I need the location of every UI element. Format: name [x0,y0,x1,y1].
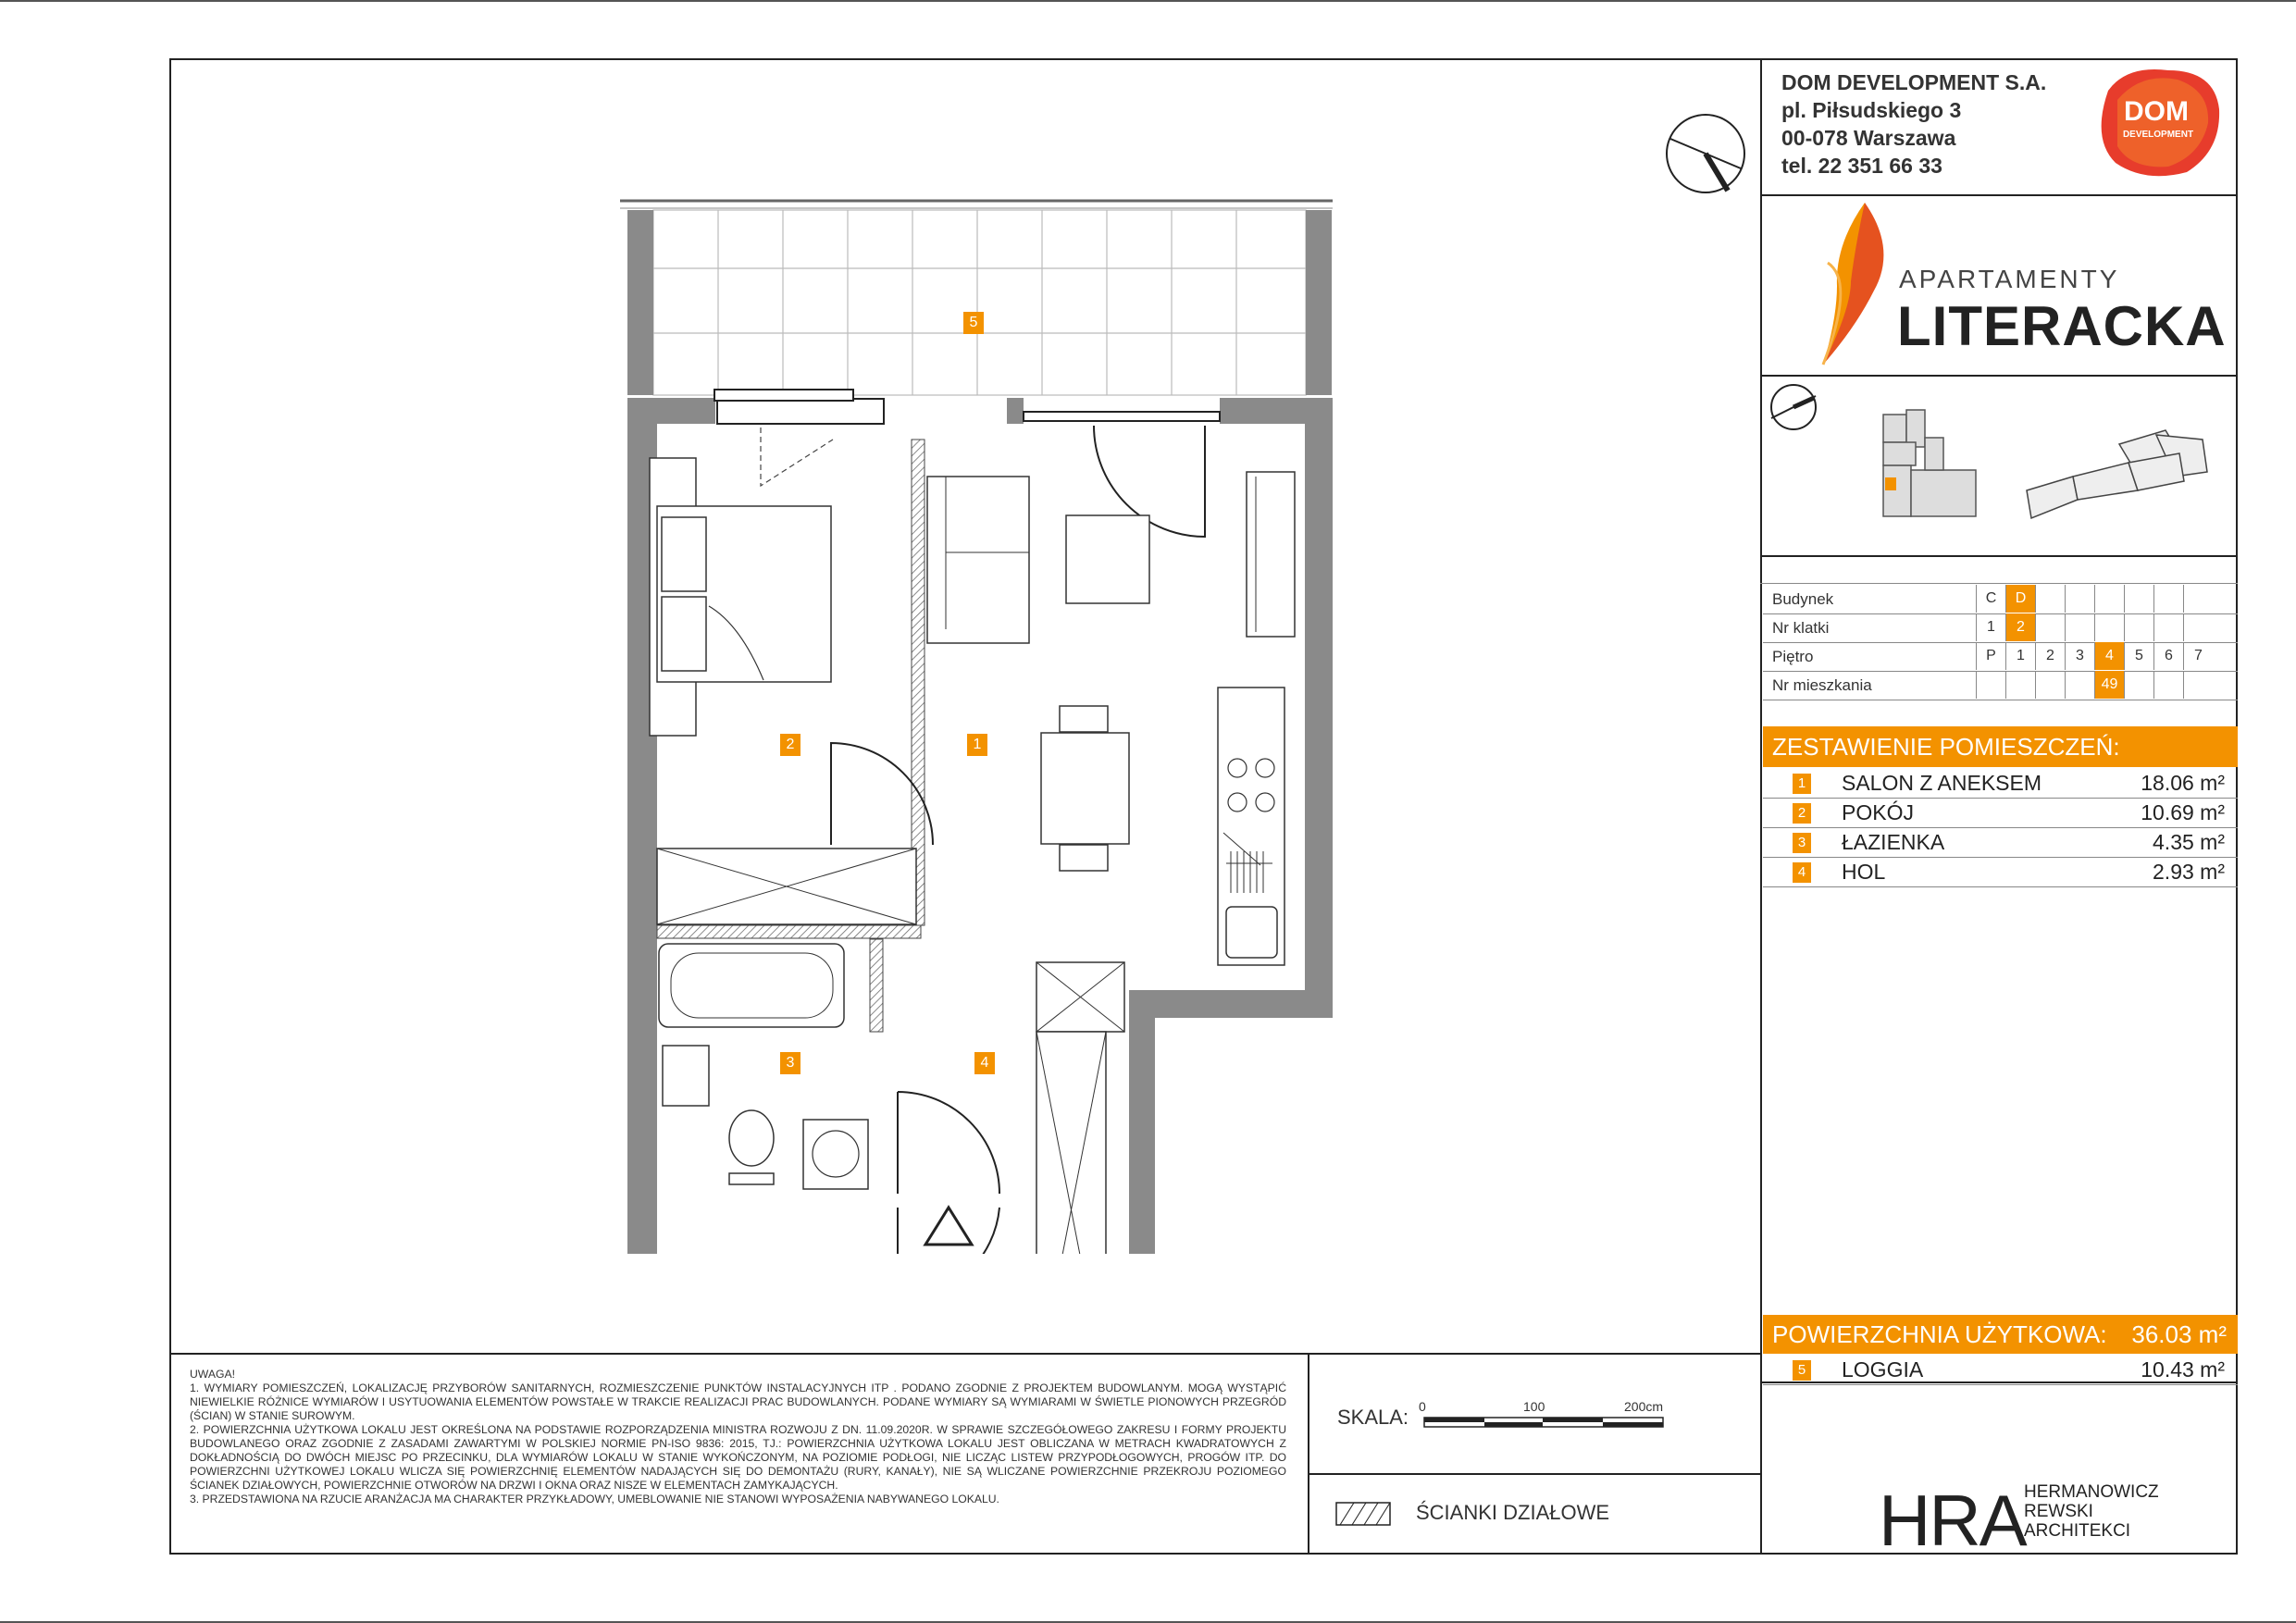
divider [1760,583,2238,584]
north-arrow-icon [1661,109,1750,198]
room-tag-5: 5 [963,312,984,334]
company-info [1781,68,2046,180]
info-grid-cell: 2 [2005,613,2035,641]
info-grid-cell: 49 [2094,671,2124,699]
info-grid-cell [2035,671,2065,699]
architect-line3: ARCHITEKCI [2024,1521,2131,1541]
room-row [1763,769,2238,799]
room-tag-3: 3 [780,1052,800,1074]
info-grid-cell [2183,671,2213,699]
company-phone: tel. 22 351 66 33 [1781,154,1942,178]
key-plan-north-arrow-icon [1768,381,1819,433]
note-item: 2. POWIERZCHNIA UŻYTKOWA LOKALU JEST OKREŚLONA NA PODSTAWIE ROZPORZĄDZENIA MINISTRA ROZWOJU Z DN. 11.09.2020R. W SPRAWIE SZCZEGÓŁOWEGO ZAKRESU I FORMY PROJEKTU BUDOWLANEGO ORAZ ZGODNIE Z ZASADAMI ZAWARTYMI W POLSKIEJ NORMIE PN-ISO 9836: 2015, TJ.: POWIERZCHNIA UŻYTKOWA LOKALU JEST OBLICZANA W METRACH KWADRATOWYCH Z DOKŁADNOŚCIĄ DO DWÓCH MIEJSC PO PRZECINKU, DLA WYMIARÓW LOKALU W STANIE WYKOŃCZONYM, NA POZIOMIE PODŁOGI, NIE LICZĄC LISTEW PRZYPODŁOGOWYCH, PROGÓW ITP. DO POWIERZCHNI UŻYTKOWEJ LOKALU WLICZA SIĘ POWIERZCHNIĘ ELEMENTÓW NADAJĄCYCH SIĘ DO DEMONTAŻU (RURY, KANAŁY), NIE SĄ WLICZANE POWIERZCHNIE PRZEKROJU POZIOMEGO ŚCIANEK DZIAŁOWYCH, POWIERZCHNIE OTWORÓW NA DRZWI I OKNA ORAZ NISZE W ELEMENTACH ZAMYKAJĄCYCH. [190,1423,1286,1492]
room-tag-2: 2 [780,734,800,756]
info-grid-cell: 2 [2035,642,2065,670]
info-grid-cell [2005,671,2035,699]
info-grid-cell [2065,671,2094,699]
room-area: 4.35 m² [2153,830,2225,854]
divider [1308,1473,1762,1475]
info-grid-label: Nr mieszkania [1772,676,1872,694]
room-row [1763,799,2238,828]
key-plan-building-icon [2017,426,2221,527]
info-grid-cell: 7 [2183,642,2213,670]
info-grid-cell [2065,585,2094,613]
rooms-header: ZESTAWIENIE POMIESZCZEŃ: [1763,726,2238,767]
info-grid-cell: P [1976,642,2005,670]
info-grid-cell: 6 [2153,642,2183,670]
scale-label: SKALA: [1337,1406,1409,1429]
room-tag-1: 1 [967,734,987,756]
info-grid-cell [2153,671,2183,699]
right-panel-divider [1760,58,1762,1555]
info-grid-cell: 5 [2124,642,2153,670]
info-grid-label: Budynek [1772,590,1834,608]
room-name: HOL [1842,860,1886,884]
loggia-number: 5 [1793,1360,1811,1381]
company-city: 00-078 Warszawa [1781,126,1956,150]
info-grid-cell [2183,585,2213,613]
note-item: 1. WYMIARY POMIESZCZEŃ, LOKALIZACJĘ PRZYBORÓW SANITARNYCH, ROZMIESZCZENIE PUNKTÓW INSTALACYJNYCH ITP . PODANO ZGODNIE Z PROJEKTEM BUDOWLANYM. MOGĄ WYSTĄPIĆ NIEWIELKIE RÓŻNICE WYMIARÓW I USYTUOWANIA ELEMENTÓW POWSTAŁE W TRAKCIE REALIZACJI PRAC BUDOWLANYCH. PODANE WYMIARY SĄ WYMIARAMI W ŚWIETLE PIONOWYCH PRZEGRÓD (ŚCIAN) W STANIE SUROWYM. [190,1381,1286,1422]
page-top-rule [0,0,2296,2]
info-grid-cell [2153,585,2183,613]
notes-block [190,1368,1286,1506]
info-grid-cell [2035,585,2065,613]
room-number: 1 [1793,774,1811,794]
floor-plan-drawing [620,190,1342,1254]
room-name: ŁAZIENKA [1842,830,1945,854]
room-row [1763,828,2238,858]
info-grid-label: Nr klatki [1772,619,1830,637]
usable-area-label: POWIERZCHNIA UŻYTKOWA: [1772,1320,2107,1348]
divider [169,1353,1762,1355]
legend-label: ŚCIANKI DZIAŁOWE [1416,1501,1610,1524]
info-grid-cell [2124,671,2153,699]
logo-text-development: DEVELOPMENT [2122,130,2194,140]
dom-development-logo [2090,63,2223,181]
scale-bar [1423,1416,1664,1427]
key-plan-floor-icon [1874,405,1985,526]
info-grid-row [1763,585,2238,614]
usable-area-value: 36.03 m² [2131,1320,2227,1348]
info-grid-cell: C [1976,585,2005,613]
info-grid-row [1763,642,2238,672]
floor-plan [620,190,1342,1254]
divider [1308,1353,1309,1555]
divider [1760,555,2238,557]
info-grid-cell [2124,585,2153,613]
loggia-row [1763,1356,2238,1385]
company-street: pl. Piłsudskiego 3 [1781,98,1962,122]
brand-line1: APARTAMENTY [1899,265,2120,293]
loggia-area: 10.43 m² [2141,1357,2225,1381]
architect-line1: HERMANOWICZ [2024,1482,2159,1502]
room-area: 2.93 m² [2153,860,2225,884]
room-tag-4: 4 [974,1052,995,1074]
info-grid-cell: 1 [1976,613,2005,641]
note-item: 3. PRZEDSTAWIONA NA RZUCIE ARANŻACJA MA CHARAKTER PRZYKŁADOWY, UMEBLOWANIE NIE STANOWI WYPOSAŻENIA NABYWANEGO LOKALU. [190,1493,999,1505]
info-grid-cell: 3 [2065,642,2094,670]
info-grid-cell [2183,613,2213,641]
logo-text-dom: DOM [2124,96,2189,127]
architect-name [2024,1482,2159,1541]
architect-mark: HRA [1879,1480,2026,1561]
divider [1760,375,2238,377]
room-name: SALON Z ANEKSEM [1842,771,2042,795]
info-grid-label: Piętro [1772,648,1814,665]
info-grid-cell [2094,585,2124,613]
info-grid-cell: D [2005,585,2035,613]
brand-line2: LITERACKA [1897,295,2227,357]
partition-wall-hatch-icon [1335,1502,1391,1526]
notes-title: UWAGA! [190,1368,235,1381]
info-grid-row [1763,671,2238,700]
room-row [1763,858,2238,887]
info-grid-cell [2124,613,2153,641]
info-grid-row [1763,613,2238,643]
info-grid-cell: 4 [2094,642,2124,670]
room-area: 10.69 m² [2141,800,2225,824]
usable-area-row [1763,1315,2238,1354]
divider [1760,194,2238,196]
scale-tick-200: 200cm [1624,1399,1664,1414]
info-grid-cell: 1 [2005,642,2035,670]
company-name: DOM DEVELOPMENT S.A. [1781,70,2047,94]
info-grid-cell [2094,613,2124,641]
room-number: 3 [1793,833,1811,853]
scale-tick-100: 100 [1523,1399,1545,1414]
architect-line2: REWSKI [2024,1502,2093,1521]
info-grid-cell [2035,613,2065,641]
scale-tick-0: 0 [1419,1399,1426,1414]
info-grid-cell [2065,613,2094,641]
loggia-name: LOGGIA [1842,1357,1924,1381]
room-area: 18.06 m² [2141,771,2225,795]
info-grid-cell [1976,671,2005,699]
room-number: 4 [1793,862,1811,883]
room-number: 2 [1793,803,1811,824]
info-grid-cell [2153,613,2183,641]
room-name: POKÓJ [1842,800,1914,824]
